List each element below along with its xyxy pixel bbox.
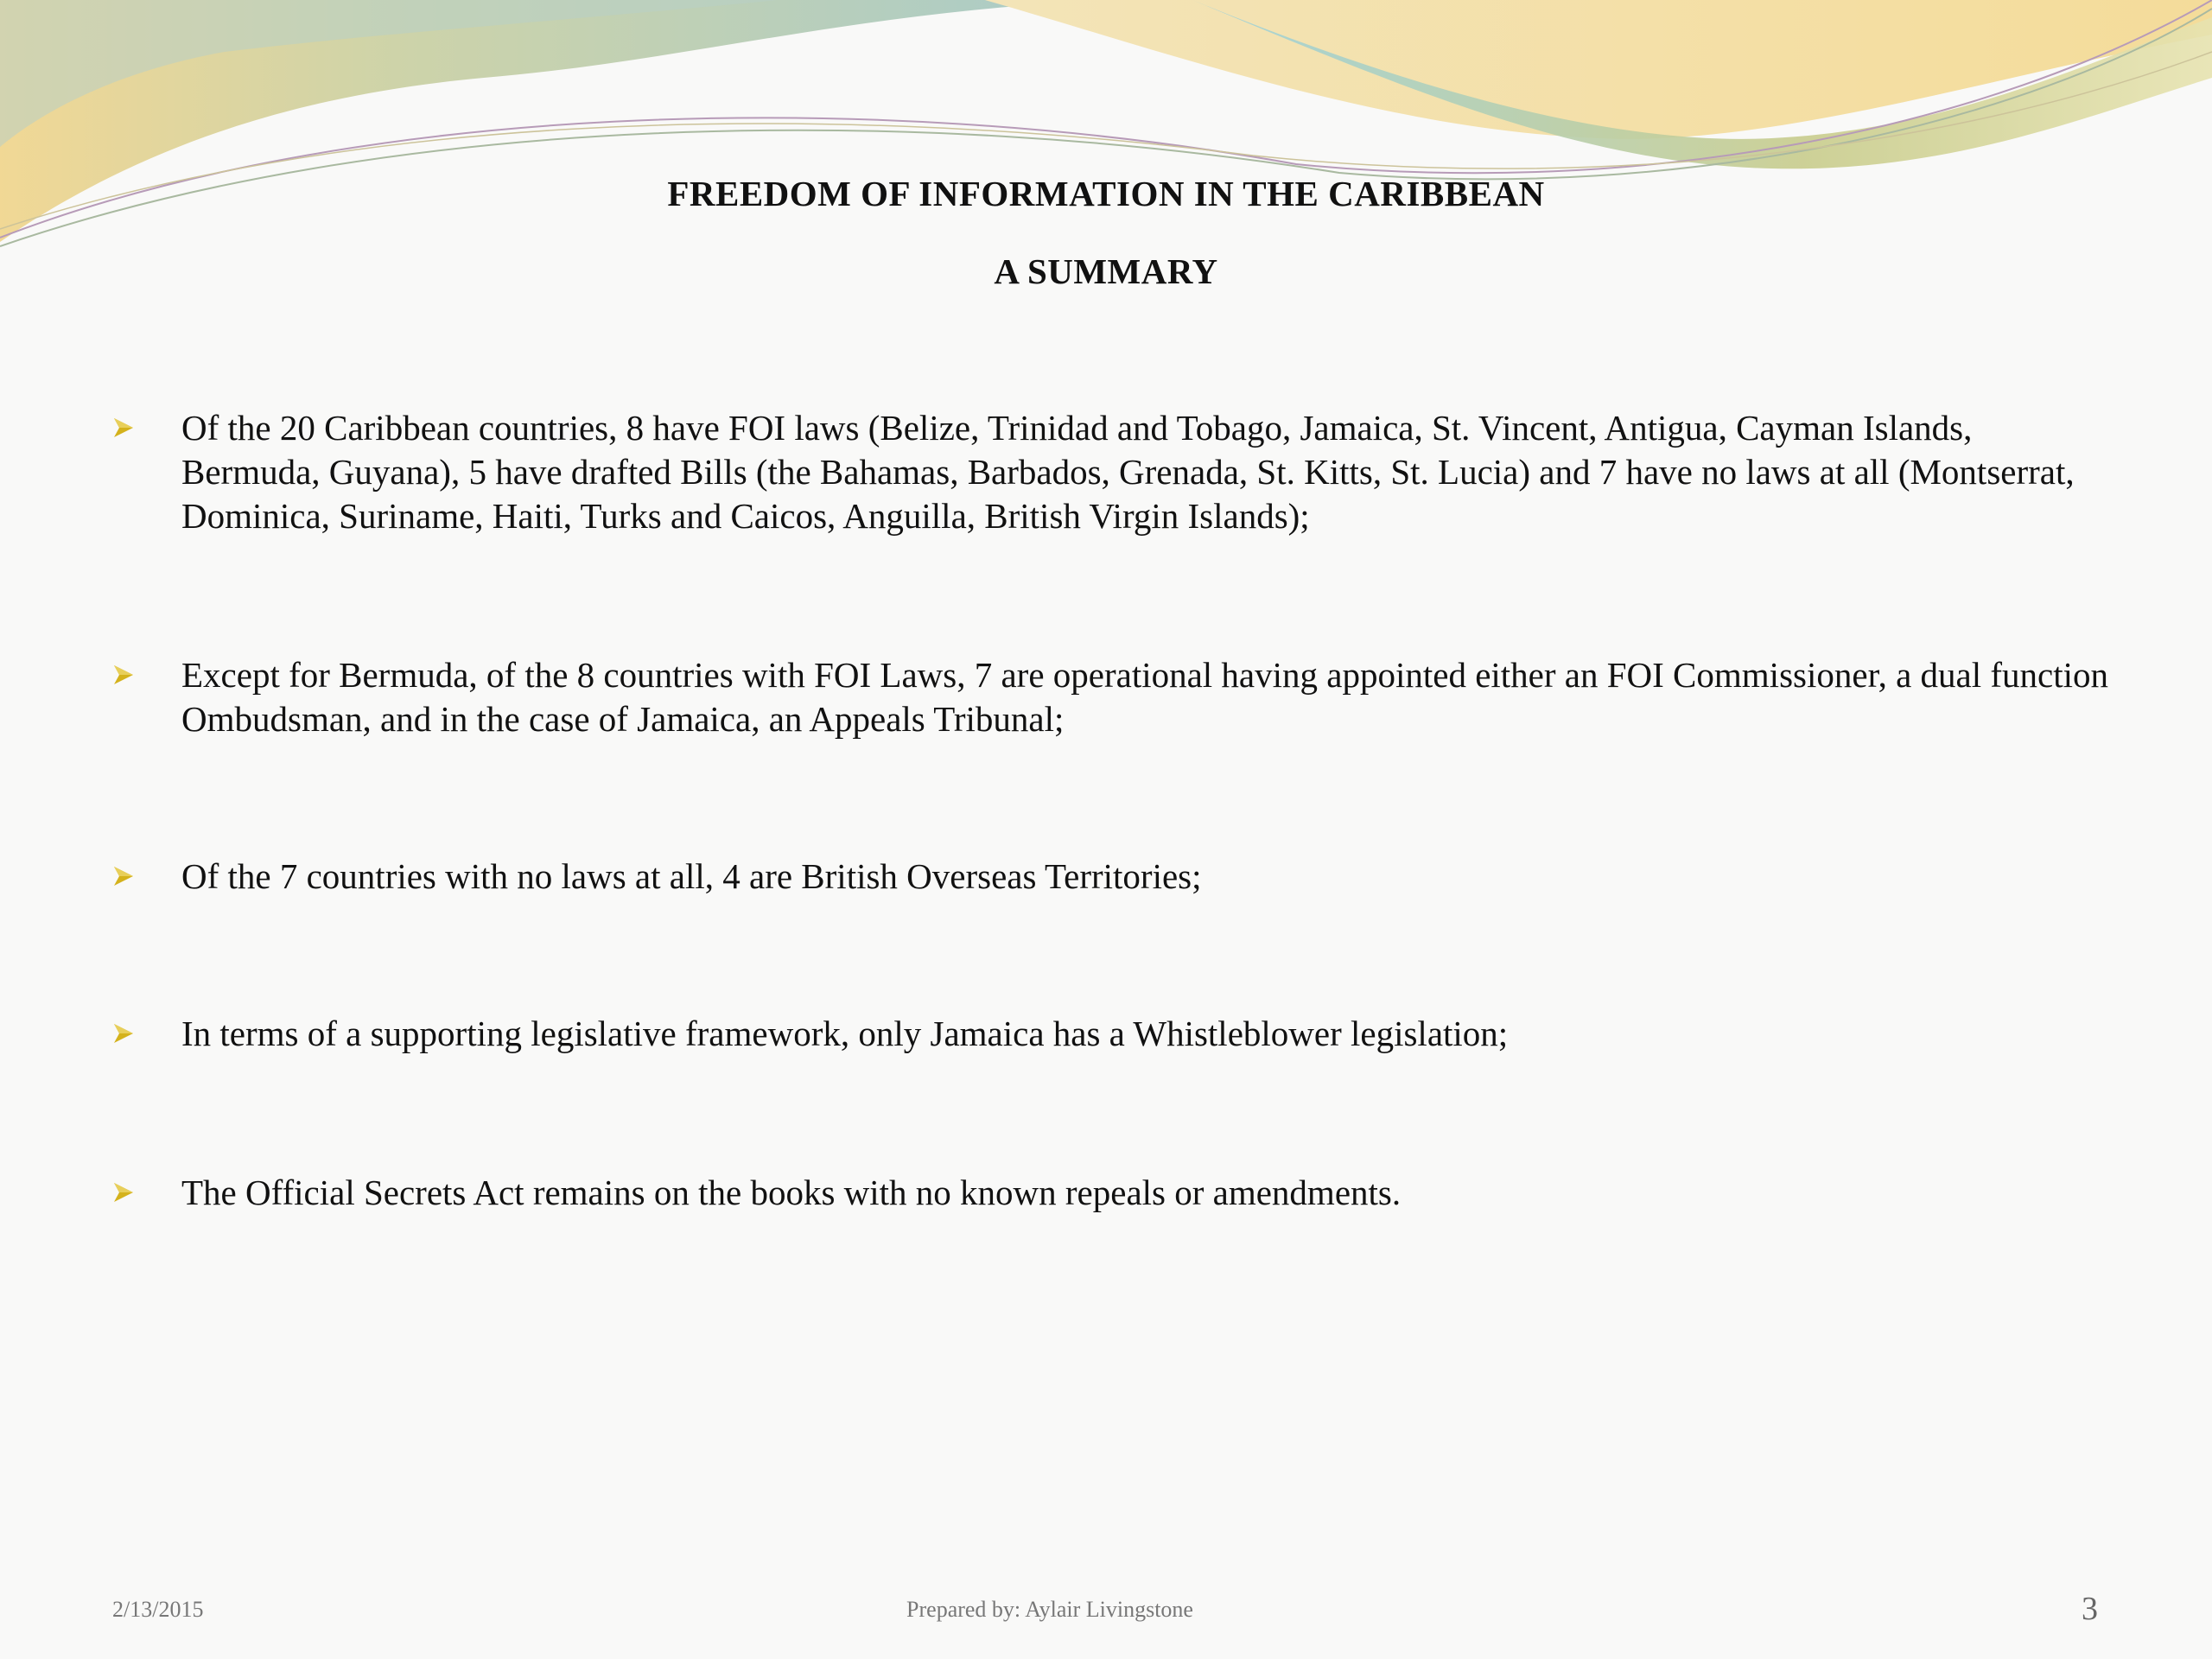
arrow-bullet-icon [112, 865, 135, 887]
bullet-item-5 [112, 1171, 2108, 1215]
arrow-bullet-icon [112, 1022, 135, 1045]
bullet-text: The Official Secrets Act remains on the books with no known repeals or amendments. [181, 1173, 1402, 1212]
slide-subtitle: A SUMMARY [994, 251, 1218, 291]
bullet-text: Of the 20 Caribbean countries, 8 have FOI laws (Belize, Trinidad and Tobago, Jamaica, St. Vincent, Antigua, Cayman Islands, Bermuda, Guyana), 5 have drafted Bills (the Bahamas, Barbados, Grenada, St. Kitts, St. Lucia) and 7 have no laws at all (Montserrat, Dominica, Suriname, Haiti, Turks and Caicos, Anguilla, British Virgin Islands); [181, 408, 2075, 536]
page-number: 3 [2082, 1591, 2098, 1627]
bullet-text: Except for Bermuda, of the 8 countries with FOI Laws, 7 are operational having appointed either an FOI Commissioner, a dual function Ombudsman, and in the case of Jamaica, an Appeals Tribunal; [181, 655, 2108, 739]
bullet-item-1 [112, 406, 2108, 538]
arrow-bullet-icon [112, 664, 135, 686]
footer-author: Prepared by: Aylair Livingstone [906, 1597, 1193, 1622]
arrow-bullet-icon [112, 1181, 135, 1204]
slide-title: FREEDOM OF INFORMATION IN THE CARIBBEAN [667, 174, 1545, 213]
bullet-text: Of the 7 countries with no laws at all, 4 are British Overseas Territories; [181, 856, 1202, 896]
bullet-item-2 [112, 653, 2108, 741]
bullet-item-3 [112, 855, 2108, 899]
decorative-wave-header [0, 0, 2212, 259]
footer-date: 2/13/2015 [112, 1597, 204, 1622]
bullet-item-4 [112, 1012, 2108, 1056]
bullet-text: In terms of a supporting legislative framework, only Jamaica has a Whistleblower legislation; [181, 1014, 1509, 1053]
arrow-bullet-icon [112, 416, 135, 439]
